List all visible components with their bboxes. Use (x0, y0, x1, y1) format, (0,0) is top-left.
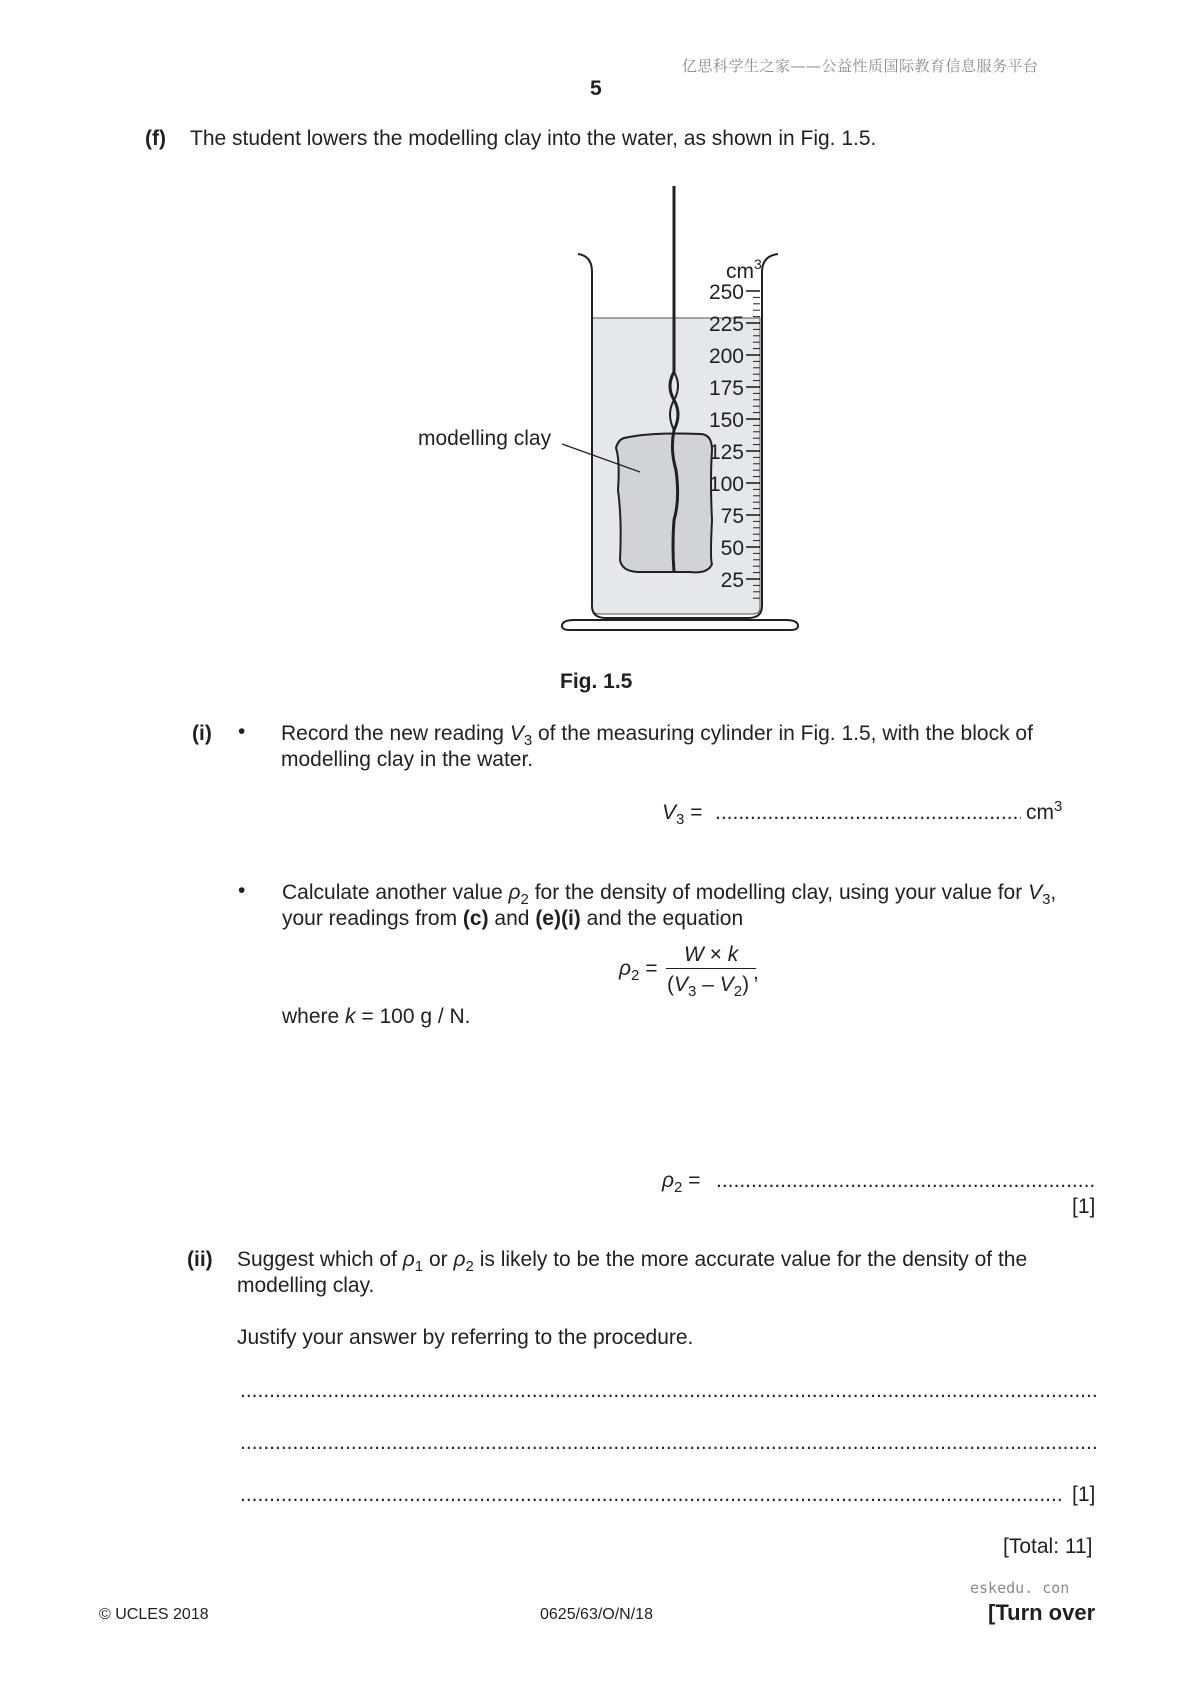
part-i-label: (i) (192, 722, 212, 745)
paper-code: 0625/63/O/N/18 (540, 1606, 653, 1623)
scale-label: 200 (708, 345, 744, 368)
part-ii-label: (ii) (187, 1248, 213, 1271)
part-ii-line2: modelling clay. (237, 1274, 375, 1297)
equation-fraction-bar (666, 968, 756, 969)
part-i-mark: [1] (1072, 1195, 1096, 1218)
header-watermark: 亿思科学生之家——公益性质国际教育信息服务平台 (682, 57, 1039, 75)
scale-label: 125 (708, 441, 744, 464)
scale-unit: $cm^3$ (726, 256, 762, 283)
part-i-line2: modelling clay in the water. (281, 748, 534, 771)
scale-label: 225 (708, 313, 744, 336)
modelling-clay-block (616, 434, 712, 573)
scale-label: 175 (708, 377, 744, 400)
page-number: 5 (590, 77, 602, 100)
rho2-answer-label: $\rho_2$ = (662, 1169, 701, 1196)
bullet-2: • (238, 879, 246, 902)
answer-line-2[interactable] (240, 1430, 1096, 1456)
clay-label: modelling clay (418, 427, 552, 450)
answer-line-1[interactable] (240, 1378, 1096, 1404)
answer-line-3[interactable] (240, 1482, 1062, 1508)
total-marks: [Total: 11] (1003, 1535, 1093, 1558)
equation-numerator: W × k (684, 943, 739, 966)
v3-answer-line[interactable] (715, 800, 1021, 826)
scale-label: 100 (708, 473, 744, 496)
calc-line1: Calculate another value $\rho_2$ for the density of modelling clay, using your value for $V_3$, (282, 881, 1057, 908)
footer-watermark: eskedu. con (970, 1579, 1070, 1597)
equation-lhs: $\rho_2$ = (619, 957, 658, 984)
part-i-line1: Record the new reading $V_3$ of the measuring cylinder in Fig. 1.5, with the block of (281, 722, 1033, 749)
measuring-cylinder-figure (400, 180, 820, 650)
scale-label: 150 (708, 409, 744, 432)
copyright: © UCLES 2018 (99, 1606, 209, 1623)
where-k: where k = 100 g / N. (282, 1005, 471, 1028)
part-ii-line1: Suggest which of $\rho_1$ or $\rho_2$ is likely to be the more accurate value for the density of the (237, 1248, 1028, 1275)
bullet-1: • (238, 720, 246, 743)
part-ii-justify: Justify your answer by referring to the procedure. (237, 1326, 694, 1349)
scale-label: 25 (720, 569, 744, 592)
scale-label: 50 (720, 537, 744, 560)
part-f-text: The student lowers the modelling clay into the water, as shown in Fig. 1.5. (190, 127, 877, 150)
scale-label: 75 (720, 505, 744, 528)
turn-over: [Turn over (988, 1600, 1096, 1625)
rho2-answer-line[interactable] (716, 1168, 1096, 1194)
calc-line2: your readings from (c) and (e)(i) and the equation (282, 907, 744, 930)
v3-answer-label: $V_3$ = (662, 801, 703, 828)
figure-caption: Fig. 1.5 (560, 670, 633, 693)
v3-unit: $cm^3$ (1026, 798, 1063, 824)
equation-comma: , (753, 961, 759, 984)
equation-denominator: $(V_3 - V_2)$ (667, 973, 750, 1000)
part-ii-mark: [1] (1072, 1483, 1096, 1506)
cylinder-base (562, 620, 798, 630)
scale-label: 250 (708, 281, 744, 304)
part-f-label: (f) (145, 127, 166, 150)
